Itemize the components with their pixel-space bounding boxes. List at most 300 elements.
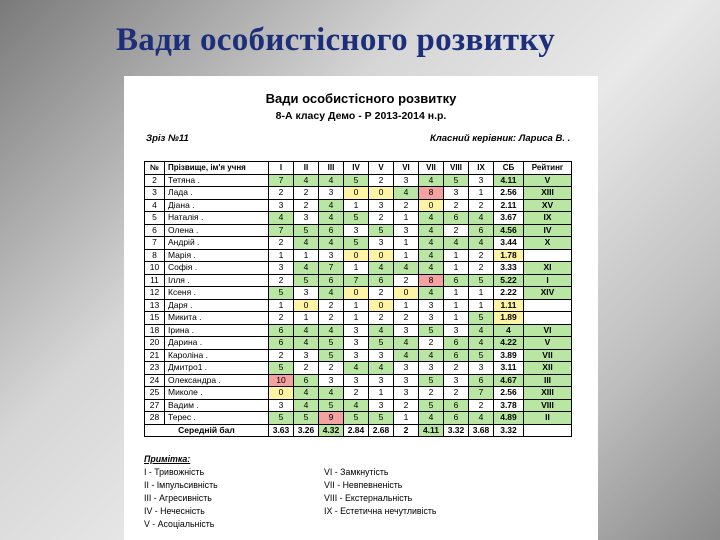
notes-block [144, 454, 584, 531]
score-cell: 5 [269, 287, 294, 300]
score-cell: 6 [319, 274, 344, 287]
score-cell: 5 [294, 412, 319, 425]
column-header: II [294, 162, 319, 175]
note-line: II - Імпульсивність [144, 480, 218, 490]
note-line: III - Агресивність [144, 493, 212, 503]
rating-cell: XIV [524, 287, 572, 300]
sum-score-cell: 3.89 [494, 349, 524, 362]
score-cell: 1 [344, 299, 369, 312]
score-cell: 4 [319, 199, 344, 212]
score-cell: 5 [469, 349, 494, 362]
table-header-row [145, 162, 572, 175]
sum-score-cell: 2.56 [494, 187, 524, 200]
table-row [145, 374, 572, 387]
row-number: 24 [145, 374, 165, 387]
score-cell: 2 [469, 199, 494, 212]
score-cell: 6 [319, 224, 344, 237]
score-cell: 1 [394, 249, 419, 262]
rating-cell: VII [524, 349, 572, 362]
table-row [145, 399, 572, 412]
rating-cell: V [524, 337, 572, 350]
score-cell: 2 [294, 362, 319, 375]
score-cell: 5 [319, 337, 344, 350]
student-name: Дарина . [165, 337, 269, 350]
score-cell: 4 [419, 412, 444, 425]
row-number: 8 [145, 249, 165, 262]
score-cell: 4 [419, 212, 444, 225]
score-cell: 4 [419, 174, 444, 187]
score-cell: 3 [394, 174, 419, 187]
score-cell: 6 [469, 374, 494, 387]
notes-title: Примітка: [144, 454, 191, 464]
score-cell: 4 [419, 262, 444, 275]
rating-cell: III [524, 374, 572, 387]
column-header: VI [394, 162, 419, 175]
score-cell: 2 [444, 362, 469, 375]
score-cell: 5 [319, 349, 344, 362]
score-cell: 1 [269, 299, 294, 312]
score-cell: 2 [394, 274, 419, 287]
score-cell: 3 [294, 349, 319, 362]
score-cell: 1 [344, 312, 369, 325]
score-cell: 3 [344, 337, 369, 350]
score-cell: 6 [444, 412, 469, 425]
table-row [145, 362, 572, 375]
sum-score-cell: 1.78 [494, 249, 524, 262]
note-line: VIII - Екстернальність [324, 493, 413, 503]
score-cell: 4 [394, 187, 419, 200]
row-number: 25 [145, 387, 165, 400]
score-cell: 0 [269, 387, 294, 400]
rating-cell [524, 312, 572, 325]
document-page [124, 76, 598, 540]
score-cell: 10 [269, 374, 294, 387]
score-cell: 4 [294, 237, 319, 250]
score-cell: 2 [319, 299, 344, 312]
rating-cell: XI [524, 262, 572, 275]
note-line: I - Тривожність [144, 467, 205, 477]
score-cell: 4 [394, 262, 419, 275]
column-header: V [369, 162, 394, 175]
score-cell: 2 [369, 312, 394, 325]
score-cell: 4 [369, 262, 394, 275]
table-row [145, 249, 572, 262]
average-row [145, 424, 572, 437]
rating-cell: IV [524, 224, 572, 237]
sum-score-cell: 1.11 [494, 299, 524, 312]
sum-score-cell: 3.67 [494, 212, 524, 225]
score-cell: 0 [294, 299, 319, 312]
score-cell: 4 [319, 287, 344, 300]
score-cell: 7 [269, 224, 294, 237]
score-cell: 2 [269, 274, 294, 287]
rating-cell: VIII [524, 399, 572, 412]
score-cell: 4 [419, 287, 444, 300]
score-cell: 3 [394, 387, 419, 400]
score-cell: 1 [469, 287, 494, 300]
score-cell: 1 [469, 187, 494, 200]
score-cell: 3 [394, 362, 419, 375]
table-row [145, 274, 572, 287]
score-cell: 6 [444, 349, 469, 362]
sum-score-cell: 4.67 [494, 374, 524, 387]
score-cell: 0 [369, 299, 394, 312]
score-cell: 3 [319, 374, 344, 387]
table-row [145, 349, 572, 362]
score-cell: 1 [344, 199, 369, 212]
row-number: 4 [145, 199, 165, 212]
score-cell: 2 [444, 387, 469, 400]
sum-score-cell: 1.89 [494, 312, 524, 325]
score-cell: 4 [369, 324, 394, 337]
score-cell: 2 [269, 187, 294, 200]
score-cell: 4 [444, 237, 469, 250]
sum-score-cell: 4.56 [494, 224, 524, 237]
student-name: Олена . [165, 224, 269, 237]
score-cell: 0 [344, 287, 369, 300]
student-name: Андрій . [165, 237, 269, 250]
sum-score-cell: 4.89 [494, 412, 524, 425]
score-cell: 2 [319, 362, 344, 375]
sum-score-cell: 3.33 [494, 262, 524, 275]
score-cell: 3 [294, 287, 319, 300]
score-cell: 5 [444, 174, 469, 187]
row-number: 23 [145, 362, 165, 375]
average-cell: 2 [394, 424, 419, 437]
student-name: Діана . [165, 199, 269, 212]
score-cell: 6 [269, 324, 294, 337]
student-name: Терес . [165, 412, 269, 425]
table-row [145, 262, 572, 275]
score-cell: 4 [394, 349, 419, 362]
score-cell: 2 [344, 387, 369, 400]
score-cell: 5 [294, 224, 319, 237]
score-cell: 3 [344, 224, 369, 237]
slide-title: Вади особистісного розвитку [116, 22, 556, 58]
score-cell: 3 [444, 374, 469, 387]
column-header: I [269, 162, 294, 175]
score-cell: 3 [344, 349, 369, 362]
student-name: Олександра . [165, 374, 269, 387]
average-cell: 4.32 [319, 424, 344, 437]
table-row [145, 224, 572, 237]
score-cell: 2 [394, 399, 419, 412]
sum-score-cell: 3.78 [494, 399, 524, 412]
row-number: 20 [145, 337, 165, 350]
score-cell: 4 [294, 262, 319, 275]
table-row [145, 387, 572, 400]
rating-cell: XV [524, 199, 572, 212]
column-header: IV [344, 162, 369, 175]
score-cell: 1 [394, 237, 419, 250]
table-row [145, 324, 572, 337]
score-cell: 4 [419, 349, 444, 362]
note-line: VI - Замкнутість [324, 467, 389, 477]
score-cell: 2 [419, 337, 444, 350]
rating-cell [524, 249, 572, 262]
score-cell: 4 [319, 237, 344, 250]
score-cell: 2 [269, 312, 294, 325]
score-cell: 5 [369, 224, 394, 237]
score-cell: 1 [444, 262, 469, 275]
score-cell: 4 [294, 337, 319, 350]
column-header: Прізвище, ім'я учня [165, 162, 269, 175]
score-cell: 2 [469, 262, 494, 275]
score-cell: 5 [344, 212, 369, 225]
score-cell: 2 [319, 312, 344, 325]
score-cell: 1 [394, 212, 419, 225]
score-cell: 5 [344, 237, 369, 250]
sum-score-cell: 4.11 [494, 174, 524, 187]
table-row [145, 412, 572, 425]
table-row [145, 312, 572, 325]
student-name: Ксеня . [165, 287, 269, 300]
score-cell: 7 [344, 274, 369, 287]
score-cell: 4 [319, 212, 344, 225]
score-cell: 3 [369, 199, 394, 212]
row-number: 7 [145, 237, 165, 250]
rating-cell: X [524, 237, 572, 250]
score-cell: 4 [469, 412, 494, 425]
notes-left-column [144, 466, 312, 531]
score-cell: 4 [469, 237, 494, 250]
score-cell: 5 [469, 274, 494, 287]
score-cell: 9 [319, 412, 344, 425]
note-line: V - Асоціальність [144, 519, 215, 529]
average-label: Середній бал [145, 424, 269, 437]
note-line: VII - Невпевненість [324, 480, 403, 490]
row-number: 2 [145, 174, 165, 187]
average-cell: 4.11 [419, 424, 444, 437]
score-cell: 3 [369, 374, 394, 387]
row-number: 15 [145, 312, 165, 325]
score-cell: 3 [444, 324, 469, 337]
sum-score-cell: 3.44 [494, 237, 524, 250]
row-number: 11 [145, 274, 165, 287]
score-cell: 6 [444, 212, 469, 225]
score-cell: 4 [394, 337, 419, 350]
score-cell: 0 [344, 187, 369, 200]
average-cell: 3.68 [469, 424, 494, 437]
score-cell: 5 [419, 374, 444, 387]
score-cell: 4 [419, 224, 444, 237]
score-cell: 3 [394, 374, 419, 387]
document-subtitle: 8-А класу Демо - Р 2013-2014 н.р. [275, 110, 447, 122]
average-cell: 3.32 [444, 424, 469, 437]
score-cell: 3 [344, 374, 369, 387]
row-number: 3 [145, 187, 165, 200]
notes-right-column [324, 466, 524, 531]
column-header: VII [419, 162, 444, 175]
score-cell: 1 [444, 299, 469, 312]
average-cell: 3.63 [269, 424, 294, 437]
score-cell: 6 [294, 374, 319, 387]
rating-cell [524, 299, 572, 312]
student-name: Наталія . [165, 212, 269, 225]
score-cell: 1 [469, 299, 494, 312]
teacher-label: Класний керівник: Лариса В. . [430, 133, 571, 144]
score-cell: 4 [344, 399, 369, 412]
student-name: Каролiна . [165, 349, 269, 362]
column-header: VIII [444, 162, 469, 175]
document-title: Вади особистісного розвитку [265, 91, 457, 106]
row-number: 12 [145, 287, 165, 300]
student-name: Даря . [165, 299, 269, 312]
average-rating-cell [524, 424, 572, 437]
rating-cell: IX [524, 212, 572, 225]
score-cell: 1 [269, 249, 294, 262]
row-number: 6 [145, 224, 165, 237]
row-number: 21 [145, 349, 165, 362]
score-cell: 5 [419, 324, 444, 337]
rating-cell: XIII [524, 387, 572, 400]
sum-score-cell: 4 [494, 324, 524, 337]
score-cell: 3 [269, 199, 294, 212]
score-cell: 2 [369, 287, 394, 300]
score-cell: 5 [469, 312, 494, 325]
rating-cell: I [524, 274, 572, 287]
rating-cell: XIII [524, 187, 572, 200]
table-row [145, 237, 572, 250]
table-row [145, 212, 572, 225]
student-name: Ірина . [165, 324, 269, 337]
score-cell: 5 [294, 274, 319, 287]
score-cell: 1 [344, 262, 369, 275]
table-row [145, 299, 572, 312]
score-cell: 5 [369, 337, 394, 350]
average-sb-cell: 3.32 [494, 424, 524, 437]
score-cell: 4 [344, 362, 369, 375]
score-cell: 3 [319, 187, 344, 200]
score-cell: 3 [369, 399, 394, 412]
sum-score-cell: 4.22 [494, 337, 524, 350]
score-cell: 3 [469, 174, 494, 187]
note-line: IV - Нечесність [144, 506, 205, 516]
score-cell: 3 [294, 212, 319, 225]
score-cell: 2 [369, 174, 394, 187]
score-cell: 4 [369, 362, 394, 375]
score-cell: 4 [294, 324, 319, 337]
note-line: IX - Естетична нечутливість [324, 506, 437, 516]
score-cell: 5 [344, 412, 369, 425]
score-cell: 5 [269, 362, 294, 375]
score-cell: 1 [444, 312, 469, 325]
student-name: Марія . [165, 249, 269, 262]
score-cell: 0 [369, 187, 394, 200]
row-number: 10 [145, 262, 165, 275]
score-cell: 6 [444, 399, 469, 412]
row-number: 18 [145, 324, 165, 337]
score-cell: 2 [444, 199, 469, 212]
table-row [145, 287, 572, 300]
student-name: Вадим . [165, 399, 269, 412]
score-cell: 5 [419, 399, 444, 412]
score-cell: 1 [394, 412, 419, 425]
score-cell: 1 [294, 249, 319, 262]
score-cell: 2 [294, 187, 319, 200]
score-cell: 2 [419, 387, 444, 400]
sum-score-cell: 2.56 [494, 387, 524, 400]
score-cell: 4 [469, 212, 494, 225]
score-cell: 8 [419, 274, 444, 287]
grades-table [144, 161, 572, 437]
score-cell: 3 [319, 249, 344, 262]
score-cell: 0 [344, 249, 369, 262]
sum-score-cell: 2.22 [494, 287, 524, 300]
table-row [145, 187, 572, 200]
score-cell: 4 [319, 174, 344, 187]
score-cell: 4 [294, 399, 319, 412]
score-cell: 3 [344, 324, 369, 337]
score-cell: 2 [394, 312, 419, 325]
student-name: Софія . [165, 262, 269, 275]
score-cell: 8 [419, 187, 444, 200]
score-cell: 0 [419, 199, 444, 212]
score-cell: 6 [444, 274, 469, 287]
score-cell: 1 [294, 312, 319, 325]
score-cell: 3 [469, 362, 494, 375]
score-cell: 4 [419, 249, 444, 262]
average-cell: 3.26 [294, 424, 319, 437]
score-cell: 2 [269, 237, 294, 250]
score-cell: 7 [319, 262, 344, 275]
slice-label: Зріз №11 [146, 133, 189, 144]
score-cell: 3 [269, 262, 294, 275]
score-cell: 5 [369, 412, 394, 425]
rating-cell: XII [524, 362, 572, 375]
score-cell: 3 [369, 349, 394, 362]
score-cell: 2 [294, 199, 319, 212]
score-cell: 3 [394, 324, 419, 337]
row-number: 27 [145, 399, 165, 412]
score-cell: 4 [269, 212, 294, 225]
average-cell: 2.68 [369, 424, 394, 437]
rating-cell: VI [524, 324, 572, 337]
score-cell: 4 [419, 237, 444, 250]
score-cell: 0 [369, 249, 394, 262]
score-cell: 1 [444, 249, 469, 262]
score-cell: 4 [319, 387, 344, 400]
score-cell: 6 [269, 337, 294, 350]
student-name: Миколе . [165, 387, 269, 400]
score-cell: 6 [444, 337, 469, 350]
score-cell: 2 [369, 212, 394, 225]
score-cell: 5 [344, 174, 369, 187]
sum-score-cell: 5.22 [494, 274, 524, 287]
score-cell: 7 [469, 387, 494, 400]
rating-cell: V [524, 174, 572, 187]
score-cell: 6 [469, 224, 494, 237]
rating-cell: II [524, 412, 572, 425]
sum-score-cell: 2.11 [494, 199, 524, 212]
score-cell: 3 [369, 237, 394, 250]
student-name: Лада . [165, 187, 269, 200]
score-cell: 2 [469, 249, 494, 262]
student-name: Ілля . [165, 274, 269, 287]
column-header: Рейтинг [524, 162, 572, 175]
score-cell: 4 [294, 174, 319, 187]
table-row [145, 174, 572, 187]
score-cell: 3 [269, 399, 294, 412]
row-number: 5 [145, 212, 165, 225]
score-cell: 5 [319, 399, 344, 412]
column-header: № [145, 162, 165, 175]
score-cell: 1 [394, 299, 419, 312]
student-name: Дмитро1 . [165, 362, 269, 375]
score-cell: 3 [394, 224, 419, 237]
score-cell: 3 [419, 299, 444, 312]
row-number: 28 [145, 412, 165, 425]
